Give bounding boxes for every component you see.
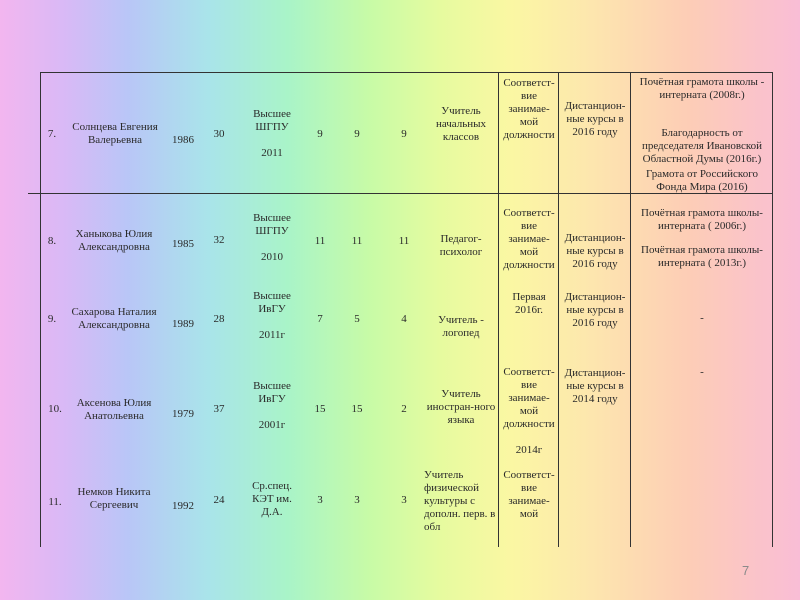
birth-year: 1985 [172, 238, 194, 250]
row-number: 10. [48, 403, 62, 415]
age: 37 [213, 403, 225, 415]
experience-pedagogical: 15 [351, 403, 363, 415]
age: 24 [213, 494, 225, 506]
experience-total: 7 [317, 313, 323, 325]
job-position: Учитель - логопед [438, 314, 484, 339]
age: 32 [213, 234, 225, 246]
experience-pedagogical: 5 [354, 313, 360, 325]
education: Высшее ШГПУ 2011 [253, 108, 291, 159]
qualification-category: Соответст-вие занимае-мой должности 2014г [503, 366, 555, 456]
birth-year: 1989 [172, 318, 194, 330]
page-number: 7 [742, 563, 750, 578]
experience-total: 15 [314, 403, 326, 415]
experience-pedagogical: 3 [354, 494, 360, 506]
experience-position: 11 [398, 235, 410, 247]
full-name: Аксенова Юлия Анатольевна [76, 397, 152, 422]
education: Ср.спец. КЭТ им. Д.А. [252, 480, 292, 518]
education: Высшее ИвГУ 2011г [253, 290, 291, 341]
award: - [700, 312, 704, 324]
award: Почётная грамота школы-интерната ( 2013г.) [641, 244, 763, 269]
column-divider [498, 72, 499, 547]
row-number: 7. [47, 128, 57, 140]
job-position: Учитель начальных классов [435, 105, 487, 143]
qualification-category: Соответст-вие занимае-мой должности [503, 207, 555, 271]
training-courses: Дистанцион-ные курсы в 2016 году [564, 100, 626, 138]
education: Высшее ШГПУ 2010 [253, 212, 291, 263]
training-courses: Дистанцион-ные курсы в 2016 году [564, 232, 626, 270]
full-name: Ханыкова Юлия Александровна [75, 228, 153, 253]
experience-total: 11 [314, 235, 326, 247]
row-number: 8. [47, 235, 57, 247]
column-divider [772, 72, 773, 547]
birth-year: 1992 [172, 500, 194, 512]
qualification-category: Первая 2016г. [512, 291, 546, 316]
training-courses: Дистанцион-ные курсы в 2016 году [564, 291, 626, 329]
award: Почётная грамота школы - интерната (2008г.) [639, 76, 765, 101]
experience-position: 3 [401, 494, 407, 506]
experience-position: 9 [401, 128, 407, 140]
job-position: Педагог-психолог [439, 233, 483, 258]
table-top-border [40, 72, 772, 73]
experience-total: 9 [317, 128, 323, 140]
column-divider [630, 72, 631, 547]
column-divider [40, 72, 41, 547]
award: Благодарность от председателя Ивановской Областной Думы (2016г.) [641, 127, 763, 165]
birth-year: 1979 [172, 408, 194, 420]
job-position: Учитель физической культуры с дополн. перв. в обл [424, 469, 496, 533]
experience-pedagogical: 9 [354, 128, 360, 140]
training-courses: Дистанцион-ные курсы в 2014 году [564, 367, 626, 405]
award: Почётная грамота школы-интерната ( 2006г.) [641, 207, 763, 232]
full-name: Немков Никита Сергеевич [77, 486, 151, 511]
award: Грамота от Российского Фонда Мира (2016) [646, 168, 758, 193]
row-number: 9. [47, 313, 57, 325]
education: Высшее ИвГУ 2001г [253, 380, 291, 431]
experience-position: 4 [401, 313, 407, 325]
age: 28 [213, 313, 225, 325]
experience-total: 3 [317, 494, 323, 506]
experience-pedagogical: 11 [351, 235, 363, 247]
age: 30 [213, 128, 225, 140]
birth-year: 1986 [172, 134, 194, 146]
full-name: Солнцева Евгения Валерьевна [72, 121, 158, 146]
experience-position: 2 [401, 403, 407, 415]
job-position: Учитель иностран-ного языка [426, 388, 496, 426]
row-number: 11. [48, 496, 62, 508]
full-name: Сахарова Наталия Александровна [71, 306, 157, 331]
column-divider [558, 72, 559, 547]
award: - [700, 366, 704, 378]
qualification-category: Соответст-вие занимае-мой должности [503, 77, 555, 141]
qualification-category: Соответст-вие занимае-мой [503, 469, 555, 520]
